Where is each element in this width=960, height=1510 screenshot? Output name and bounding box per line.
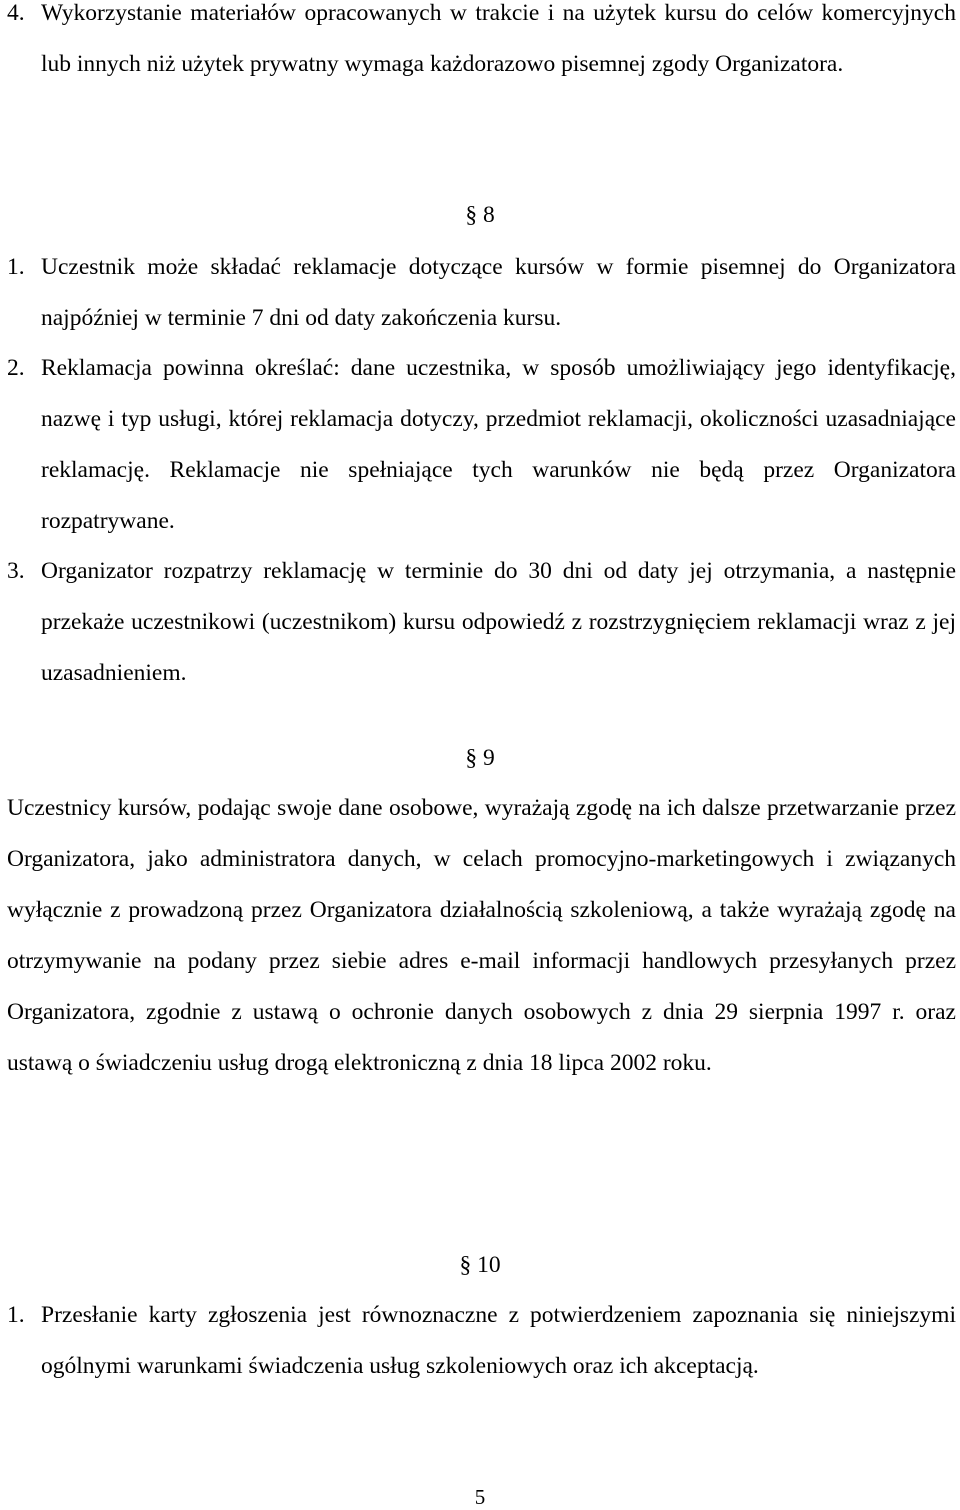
list-item-text: Wykorzystanie materiałów opracowanych w trakcie i na użytek kursu do celów komercyjnych lub innych niż użytek prywatny wymaga każdorazowo pisemnej zgody Organizatora. (41, 0, 956, 77)
list-item-text: Uczestnik może składać reklamacje dotyczące kursów w formie pisemnej do Organizatora najpóźniej w terminie 7 dni od daty zakończenia kursu. (41, 254, 956, 331)
list-item-s7-4 (7, 0, 956, 90)
list-item-number: 4. (7, 0, 25, 26)
section-heading-9: § 9 (465, 745, 495, 771)
list-item-number: 1. (7, 1302, 25, 1328)
list-item-text: Przesłanie karty zgłoszenia jest równoznaczne z potwierdzeniem zapoznania się niniejszymi ogólnymi warunkami świadczenia usług szkoleniowych oraz ich akceptacją. (41, 1302, 956, 1379)
list-item-number: 2. (7, 355, 25, 381)
list-item-number: 1. (7, 254, 25, 280)
section-heading-8: § 8 (465, 202, 495, 228)
list-item-s8-3 (7, 546, 956, 699)
list-item-number: 3. (7, 558, 25, 584)
list-item-text: Organizator rozpatrzy reklamację w terminie do 30 dni od daty jej otrzymania, a następnie przekaże uczestnikowi (uczestnikom) kursu odpowiedź z rozstrzygnięciem reklamacji wraz z jej uzasadnieniem. (41, 558, 956, 686)
page-number: 5 (474, 1485, 486, 1509)
section-9-paragraph: Uczestnicy kursów, podając swoje dane osobowe, wyrażają zgodę na ich dalsze przetwarzanie przez Organizatora, jako administratora danych, w celach promocyjno-marketingowych i związanych wyłącznie z prowadzoną przez Organizatora działalnością szkoleniową, a także wyrażają zgodę na otrzymywanie na podany przez siebie adres e-mail informacji handlowych przesyłanych przez Organizatora, zgodnie z ustawą o ochronie danych osobowych z dnia 29 sierpnia 1997 r. oraz ustawą o świadczeniu usług drogą elektroniczną z dnia 18 lipca 2002 roku. (7, 795, 956, 1076)
list-item-s8-2 (7, 343, 956, 547)
list-item-s8-1 (7, 242, 956, 344)
list-item-s10-1 (7, 1290, 956, 1392)
section-heading-10: § 10 (459, 1252, 501, 1278)
list-item-text: Reklamacja powinna określać: dane uczestnika, w sposób umożliwiający jego identyfikację, nazwę i typ usługi, której reklamacja dotyczy, przedmiot reklamacji, okoliczności uzasadniające reklamację. Reklamacje nie spełniające tych warunków nie będą przez Organizatora rozpatrywane. (41, 355, 956, 534)
